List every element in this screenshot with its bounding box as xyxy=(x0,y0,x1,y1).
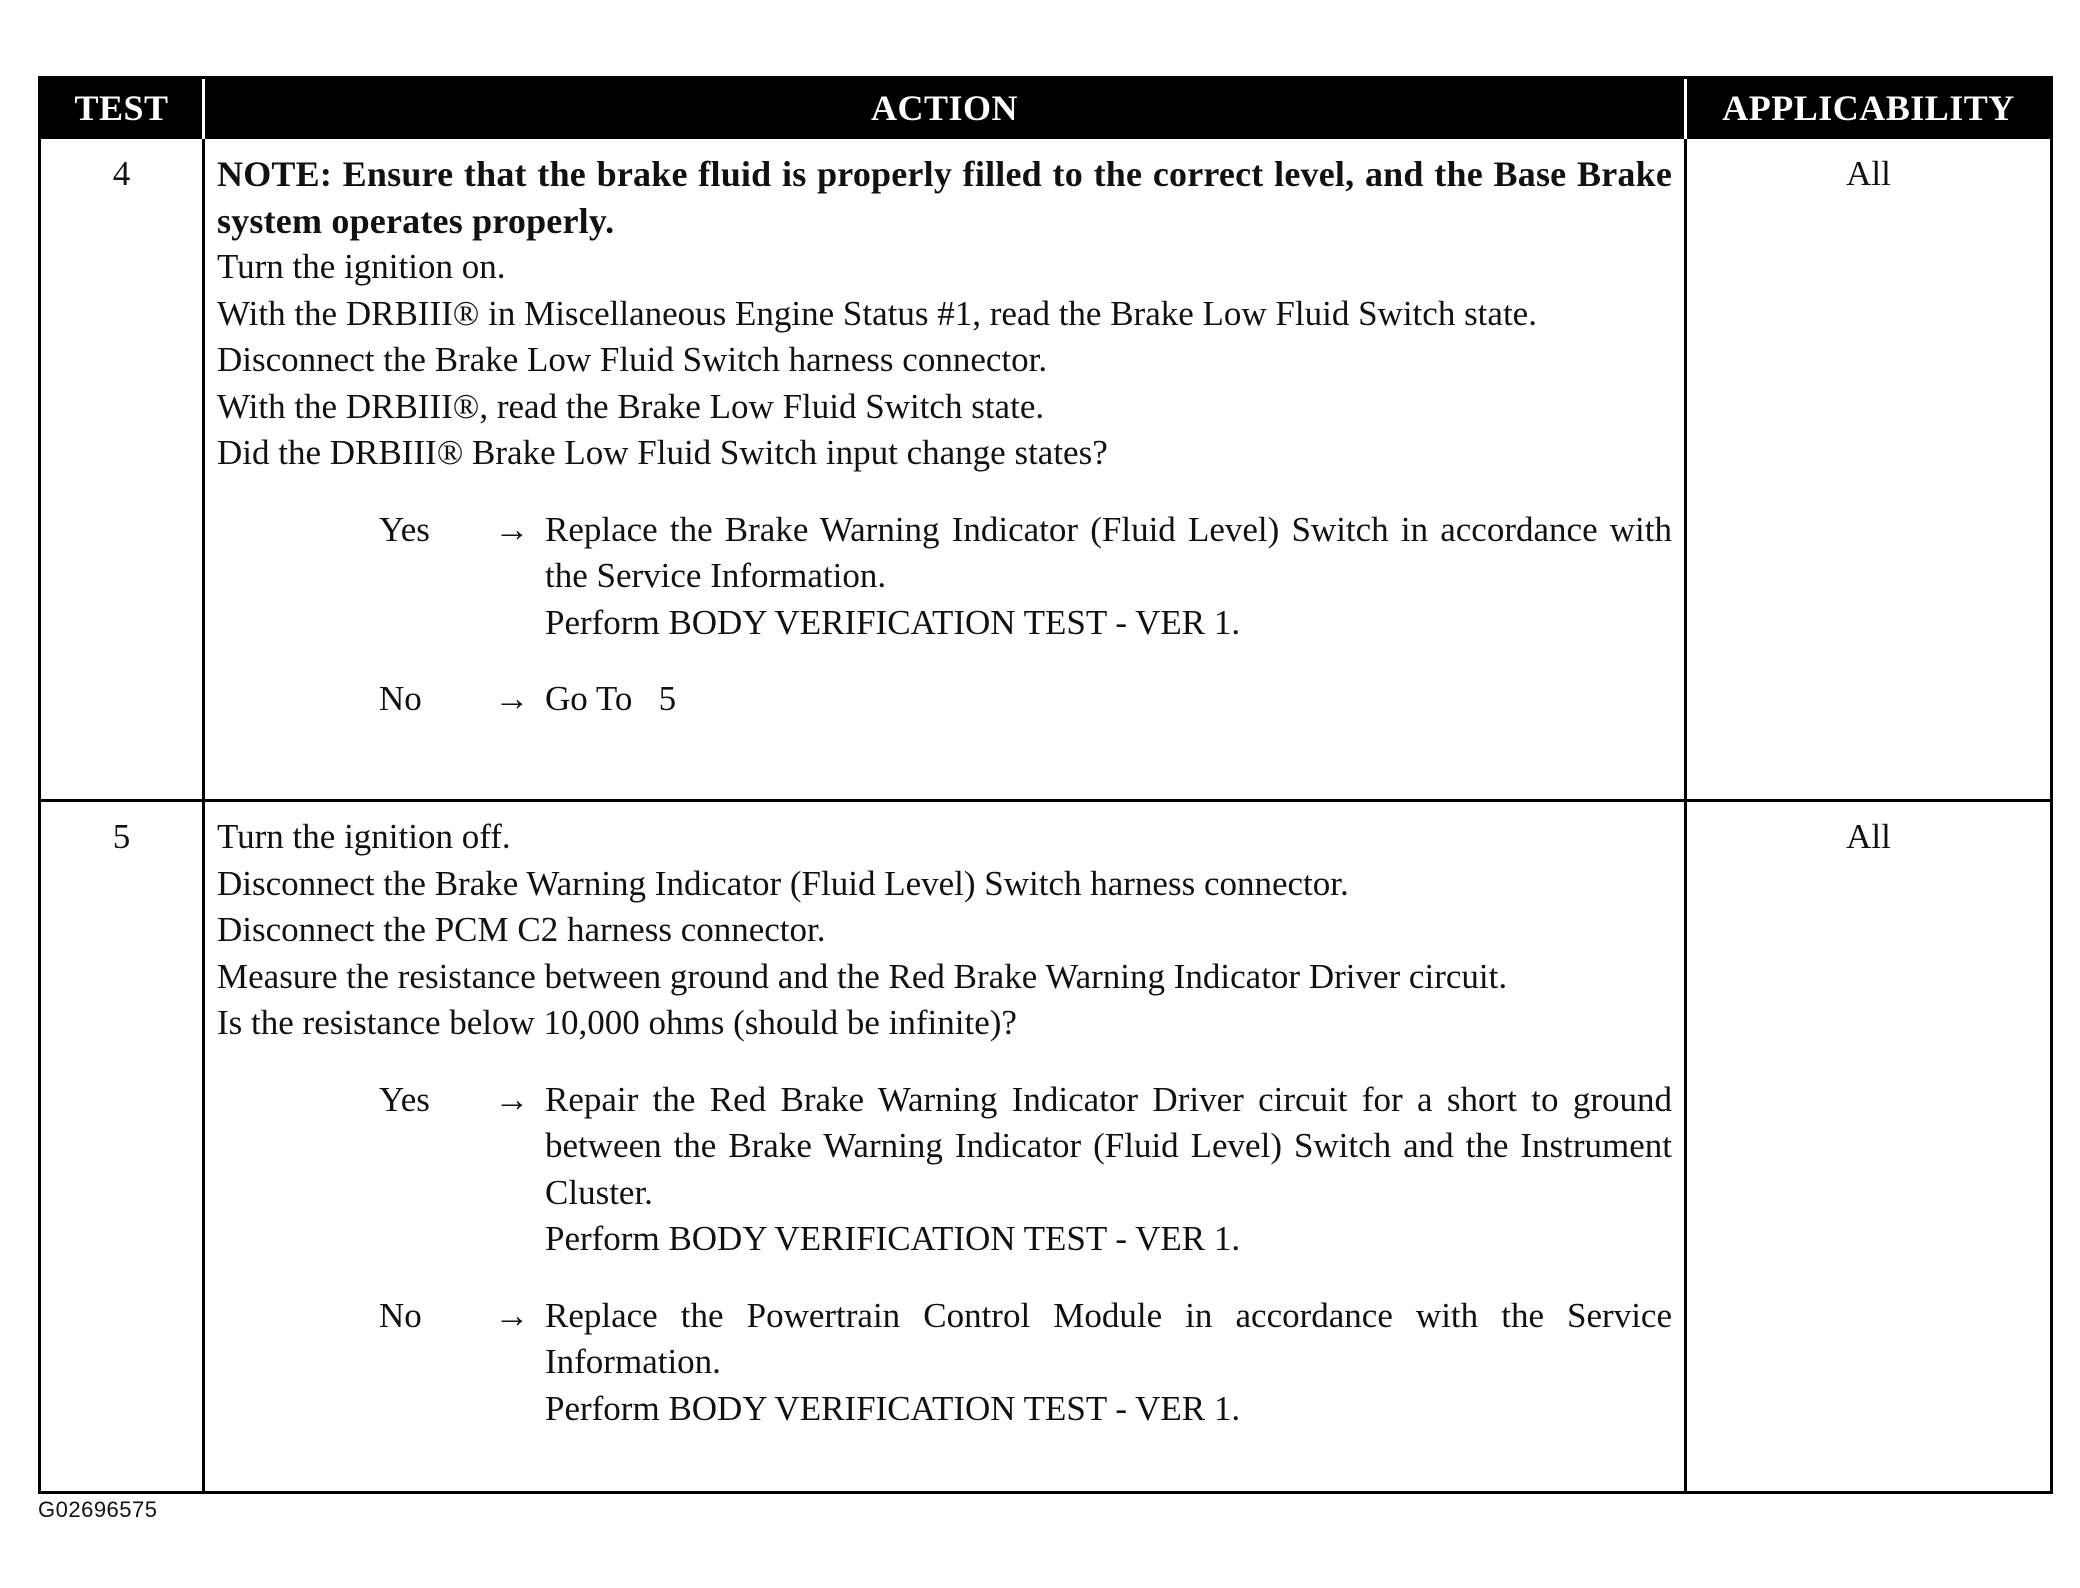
instruction-text: Replace the Brake Warning Indicator (Fluid Level) Switch in accordance with the Service Information. xyxy=(545,509,1672,595)
no-label: No xyxy=(379,679,422,718)
applicability-value: All xyxy=(1686,138,2052,801)
step-text: Disconnect the Brake Low Fluid Switch harness connector. xyxy=(217,340,1048,379)
header-row xyxy=(40,78,2052,138)
no-outcome xyxy=(217,676,1672,723)
header-action: ACTION xyxy=(204,78,1686,138)
applicability-value: All xyxy=(1686,801,2052,1493)
step-text: Disconnect the PCM C2 harness connector. xyxy=(217,910,826,949)
right-arrow-icon: → xyxy=(494,1079,530,1119)
no-outcome xyxy=(217,1293,1672,1433)
diagnostic-procedure-sheet xyxy=(38,76,2050,1494)
step-text: Did the DRBIII® Brake Low Fluid Switch input change states? xyxy=(217,433,1108,472)
step-text: Disconnect the Brake Warning Indicator (Fluid Level) Switch harness connector. xyxy=(217,863,1349,903)
instruction-text: Perform BODY VERIFICATION TEST - VER 1. xyxy=(545,1388,1241,1428)
instruction-text: Perform BODY VERIFICATION TEST - VER 1. xyxy=(545,602,1241,642)
right-arrow-icon: → xyxy=(494,679,530,718)
step-text: Turn the ignition off. xyxy=(217,817,511,856)
yes-outcome xyxy=(217,507,1672,647)
figure-id: G02696575 xyxy=(38,1497,158,1522)
step-text: Turn the ignition on. xyxy=(217,247,506,286)
no-instructions xyxy=(545,1293,1672,1433)
diagnostic-test-table xyxy=(38,76,2053,1494)
right-arrow-icon: → xyxy=(494,509,530,549)
no-instructions xyxy=(545,676,1672,723)
header-applicability: APPLICABILITY xyxy=(1686,78,2052,138)
instruction-text: Repair the Red Brake Warning Indicator Driver circuit for a short to ground between the Brake Warning Indicator (Fluid Level) Switch and the Instrument Cluster. xyxy=(545,1079,1672,1212)
header-test: TEST xyxy=(40,78,204,138)
step-text: With the DRBIII®, read the Brake Low Fluid Switch state. xyxy=(217,386,1045,426)
yes-instructions xyxy=(545,1077,1672,1263)
instruction-text: Replace the Powertrain Control Module in accordance with the Service Information. xyxy=(545,1295,1672,1381)
test-number: 5 xyxy=(40,801,204,1493)
step-text: Is the resistance below 10,000 ohms (should be infinite)? xyxy=(217,1003,1017,1042)
table-row-test-5 xyxy=(40,801,2052,1493)
step-text: With the DRBIII® in Miscellaneous Engine Status #1, read the Brake Low Fluid Switch state. xyxy=(217,293,1537,333)
action-cell xyxy=(204,138,1686,801)
right-arrow-icon: → xyxy=(494,1295,530,1335)
test-number: 4 xyxy=(40,138,204,801)
table-header xyxy=(40,78,2052,138)
yes-label: Yes xyxy=(379,509,430,549)
note-text: NOTE: Ensure that the brake fluid is properly filled to the correct level, and the Base Brake system operates properly. xyxy=(217,154,1672,241)
instruction-text: Go To 5 xyxy=(545,679,677,718)
yes-label: Yes xyxy=(379,1079,430,1119)
action-cell xyxy=(204,801,1686,1493)
yes-instructions xyxy=(545,507,1672,647)
instruction-text: Perform BODY VERIFICATION TEST - VER 1. xyxy=(545,1219,1241,1258)
yes-outcome xyxy=(217,1077,1672,1263)
table-row-test-4 xyxy=(40,138,2052,801)
step-text: Measure the resistance between ground and the Red Brake Warning Indicator Driver circuit. xyxy=(217,956,1508,996)
no-label: No xyxy=(379,1295,422,1335)
